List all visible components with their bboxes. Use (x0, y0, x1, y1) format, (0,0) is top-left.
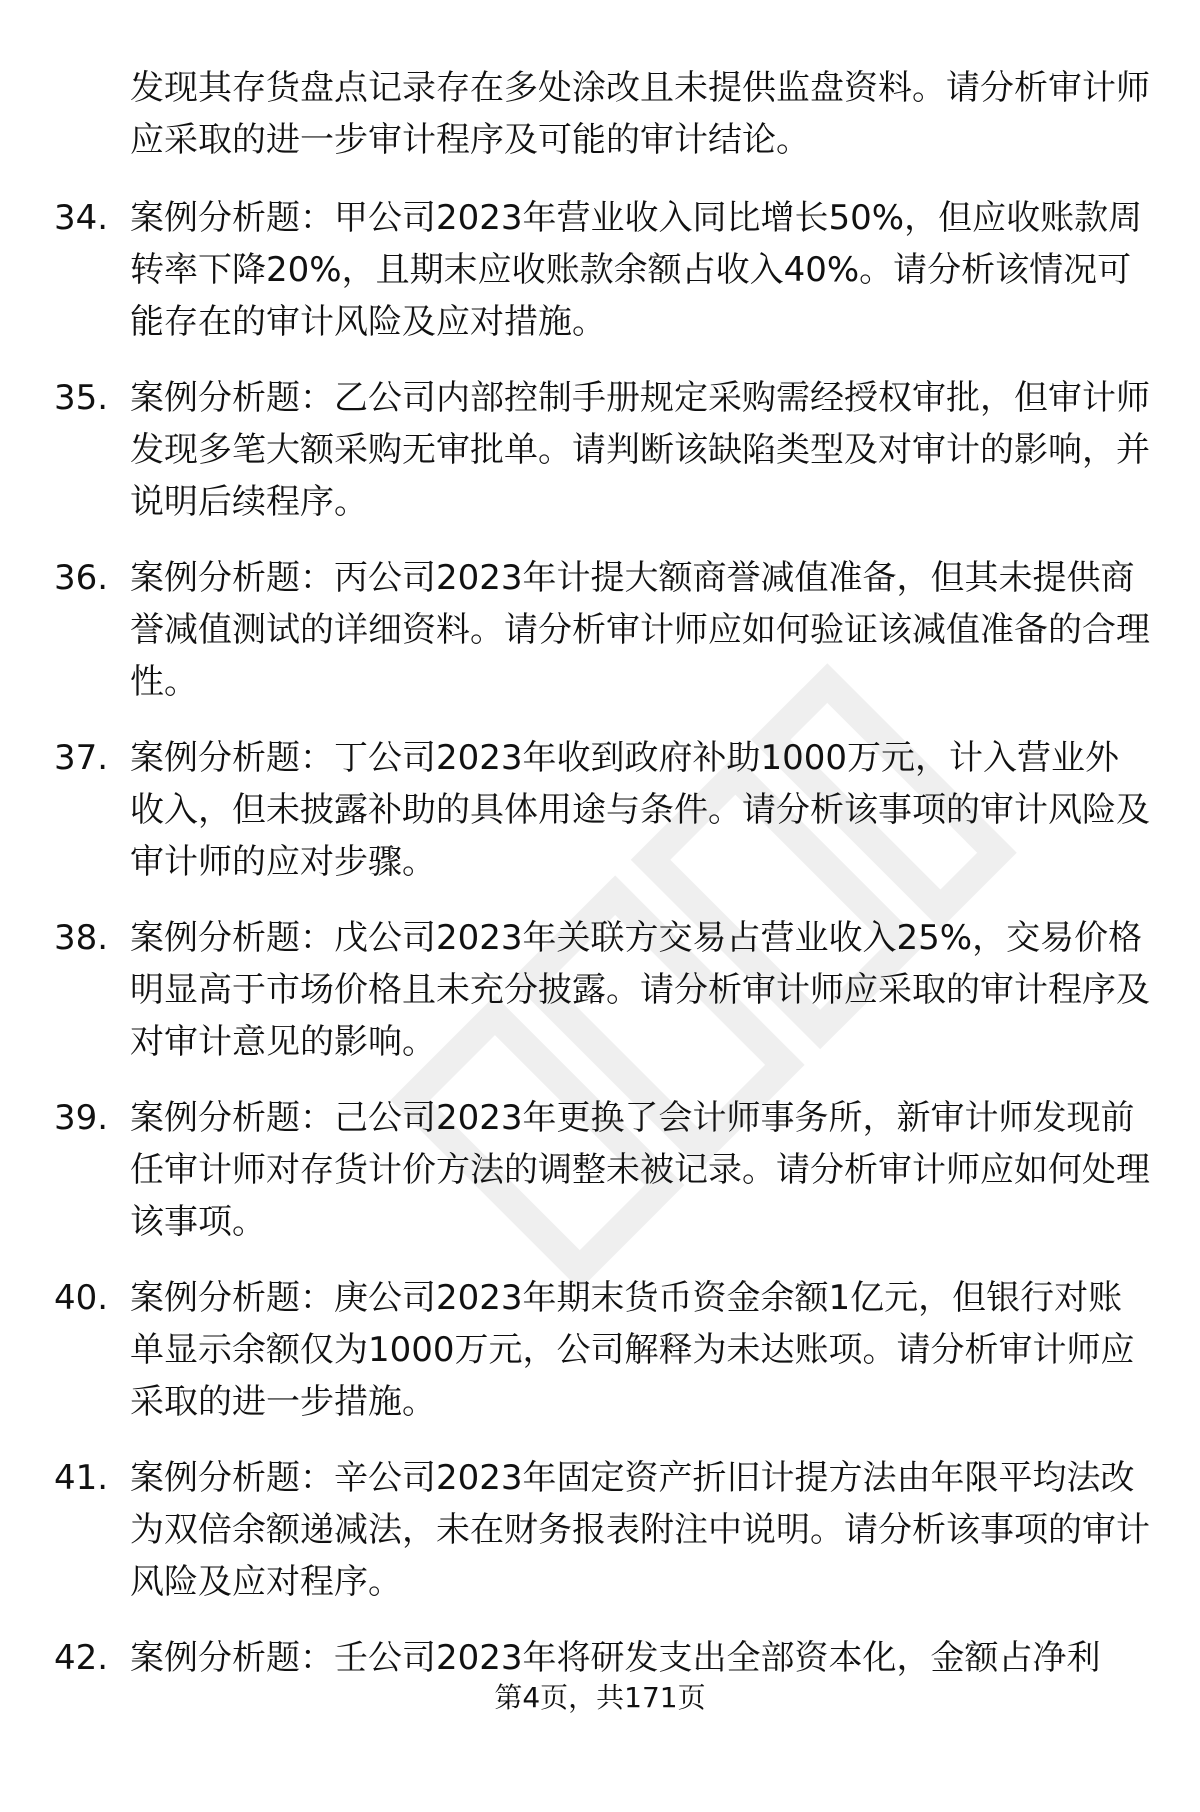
question-list (0, 192, 1200, 1812)
question-number: 38. (54, 918, 109, 958)
question-item (0, 732, 1200, 912)
question-text: 案例分析题：庚公司2023年期末货币资金余额1亿元，但银行对账单显示余额仅为1000万元，公司解释为未达账项。请分析审计师应采取的进一步措施。 (130, 1278, 1135, 1422)
question-item (0, 1272, 1200, 1452)
question-number: 35. (54, 378, 109, 418)
question-number: 40. (54, 1278, 109, 1318)
question-number: 36. (54, 558, 109, 598)
question-text: 案例分析题：壬公司2023年将研发支出全部资本化，金额占净利 (130, 1638, 1101, 1678)
question-text: 案例分析题：辛公司2023年固定资产折旧计提方法由年限平均法改为双倍余额递减法，未在财务报表附注中说明。请分析该事项的审计风险及应对程序。 (130, 1458, 1150, 1602)
question-item (0, 192, 1200, 372)
question-number: 37. (54, 738, 109, 778)
question-item (0, 1632, 1200, 1812)
question-number: 42. (54, 1638, 109, 1678)
question-number: 34. (54, 198, 109, 238)
question-text: 案例分析题：戊公司2023年关联方交易占营业收入25%，交易价格明显高于市场价格且未充分披露。请分析审计师应采取的审计程序及对审计意见的影响。 (130, 918, 1150, 1062)
question-item (0, 912, 1200, 1092)
page-footer: 第4页，共171页 (494, 1681, 706, 1714)
question-item (0, 1452, 1200, 1632)
question-number: 39. (54, 1098, 109, 1138)
question-item (0, 552, 1200, 732)
question-item (0, 372, 1200, 552)
question-text: 案例分析题：丁公司2023年收到政府补助1000万元，计入营业外收入，但未披露补助的具体用途与条件。请分析该事项的审计风险及审计师的应对步骤。 (130, 738, 1150, 882)
continued-question-text: 发现其存货盘点记录存在多处涂改且未提供监盘资料。请分析审计师应采取的进一步审计程序及可能的审计结论。 (130, 68, 1150, 160)
question-text: 案例分析题：甲公司2023年营业收入同比增长50%，但应收账款周转率下降20%，且期末应收账款余额占收入40%。请分析该情况可能存在的审计风险及应对措施。 (130, 198, 1143, 342)
question-number: 41. (54, 1458, 109, 1498)
question-item (0, 1092, 1200, 1272)
question-text: 案例分析题：己公司2023年更换了会计师事务所，新审计师发现前任审计师对存货计价方法的调整未被记录。请分析审计师应如何处理该事项。 (130, 1098, 1150, 1242)
question-text: 案例分析题：丙公司2023年计提大额商誉减值准备，但其未提供商誉减值测试的详细资料。请分析审计师应如何验证该减值准备的合理性。 (130, 558, 1150, 702)
question-text: 案例分析题：乙公司内部控制手册规定采购需经授权审批，但审计师发现多笔大额采购无审批单。请判断该缺陷类型及对审计的影响，并说明后续程序。 (130, 378, 1150, 522)
